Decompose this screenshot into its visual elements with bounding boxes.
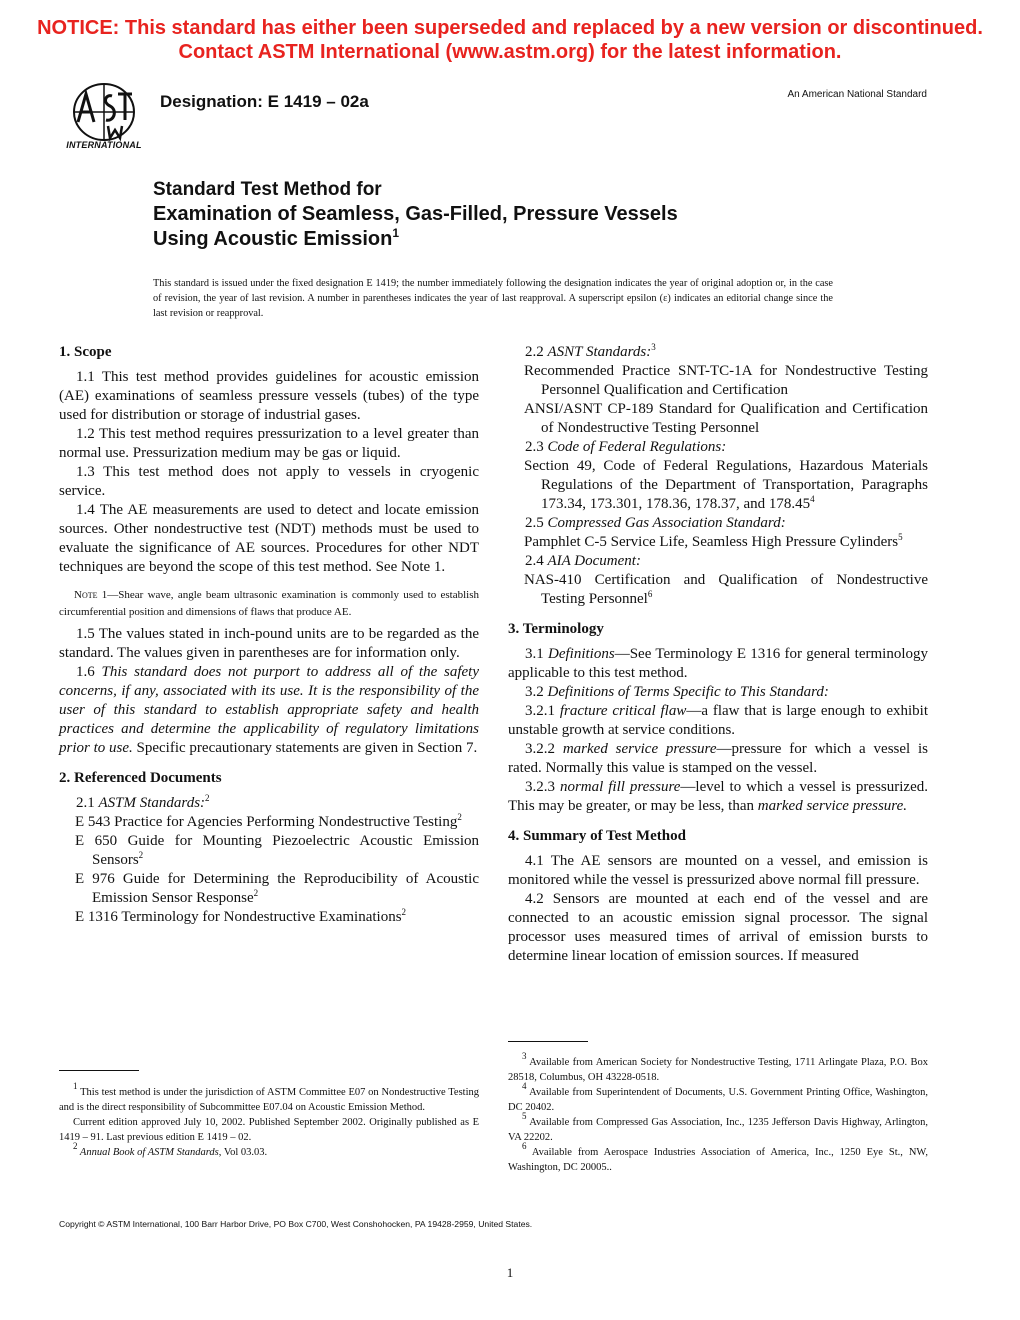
para-1-6 <box>59 663 479 758</box>
scope-heading: 1. Scope <box>59 344 112 360</box>
ref-e976 <box>59 870 479 908</box>
right-column <box>508 343 928 966</box>
footnote-5-text: Available from Compressed Gas Association, Inc., 1235 Jefferson Davis Highway, Arlington, VA 22202. <box>508 1117 928 1143</box>
astm-logo-icon <box>62 82 146 142</box>
para-4-1: 4.1 The AE sensors are mounted on a vessel, and emission is monitored while the vessel is pressurized above normal fill pressure. <box>508 853 928 888</box>
ref-e650-text: E 650 Guide for Mounting Piezoelectric Acoustic Emission Sensors <box>75 833 479 868</box>
para-3-2-1-num: 3.2.1 <box>525 703 560 719</box>
para-2-2-label: ASNT Standards: <box>547 344 652 360</box>
para-3-2-3-term: normal fill pressure <box>559 779 681 795</box>
footnote-6-text: Available from Aerospace Industries Association of America, Inc., 1250 Eye St., NW, Washington, DC 20005.. <box>508 1147 928 1173</box>
aia-sup: 6 <box>647 589 653 599</box>
footnote-5 <box>508 1111 928 1145</box>
para-2-3-num: 2.3 <box>525 439 548 455</box>
para-2-3 <box>508 438 928 457</box>
copyright: Copyright © ASTM International, 100 Barr Harbor Drive, PO Box C700, West Conshohocken, PA 19428-2959, United States. <box>59 1219 533 1229</box>
title-line-3 <box>153 227 678 252</box>
para-3-1 <box>508 645 928 683</box>
para-1-6-italic: This standard does not purport to address all of the safety concerns, if any, associated with its use. It is the responsibility of the user of this standard to establish appropriate safety and health practices and determine the applicability of regulatory limitations prior to use. <box>59 664 480 756</box>
ref-e1316-sup: 2 <box>401 907 407 917</box>
footnote-6 <box>508 1141 928 1175</box>
footnote-4 <box>508 1081 928 1115</box>
cfr-sup: 4 <box>810 494 815 504</box>
ref-e976-text: E 976 Guide for Determining the Reproducibility of Acoustic Emission Sensor Response <box>75 871 479 906</box>
refdocs-heading: 2. Referenced Documents <box>59 770 222 786</box>
document-title <box>153 177 678 252</box>
para-2-1 <box>59 794 479 813</box>
para-3-2-1 <box>508 702 928 740</box>
footnote-1 <box>59 1081 479 1115</box>
footnote-4-mark: 4 <box>522 1081 527 1091</box>
title-line-2: Examination of Seamless, Gas-Filled, Pressure Vessels <box>153 203 678 225</box>
para-3-1-label: Definitions <box>548 646 615 662</box>
footnote-4-text: Available from Superintendent of Documents, U.S. Government Printing Office, Washington, DC 20402. <box>508 1087 928 1113</box>
note-1 <box>59 587 479 620</box>
cga-text: Pamphlet C-5 Service Life, Seamless High Pressure Cylinders <box>524 534 899 550</box>
para-1-5: 1.5 The values stated in inch-pound units are to be regarded as the standard. The values given in parentheses are for information only. <box>59 626 479 661</box>
left-column <box>59 343 479 927</box>
note-1-label: Note 1 <box>74 589 108 601</box>
para-2-1-num: 2.1 <box>76 795 99 811</box>
astm-logo <box>62 82 146 152</box>
note-1-text: —Shear wave, angle beam ultrasonic examination is commonly used to establish circumferential position and dimensions of flaws that produce AE. <box>59 589 480 618</box>
para-1-3: 1.3 This test method does not apply to vessels in cryogenic service. <box>59 464 479 499</box>
para-1-2: 1.2 This test method requires pressurization to a level greater than normal use. Pressurization medium may be gas or liquid. <box>59 426 479 461</box>
para-2-4 <box>508 552 928 571</box>
para-2-5-label: Compressed Gas Association Standard: <box>547 515 786 531</box>
para-2-1-label: ASTM Standards: <box>98 795 206 811</box>
para-3-2-3-tail: marked service pressure. <box>757 798 907 814</box>
footnote-2-italic: Annual Book of ASTM Standards <box>77 1147 219 1158</box>
para-4-2: 4.2 Sensors are mounted at each end of the vessel and are connected to an acoustic emission signal processor. The signal processor uses measured times of arrival of emission bursts to determine linear location of emission sources. If measured <box>508 891 928 964</box>
para-2-2 <box>508 343 928 362</box>
footnote-1-mark: 1 <box>73 1081 78 1091</box>
logo-text: INTERNATIONAL <box>66 140 142 150</box>
para-3-2-1-term: fracture critical flaw <box>559 703 687 719</box>
para-3-2-label: Definitions of Terms Specific to This Standard: <box>547 684 829 700</box>
ref-e650-sup: 2 <box>138 850 144 860</box>
para-2-4-num: 2.4 <box>525 553 548 569</box>
ref-e543-text: E 543 Practice for Agencies Performing Nondestructive Testing <box>75 814 458 830</box>
para-2-4-label: AIA Document: <box>547 553 641 569</box>
ref-e650 <box>59 832 479 870</box>
ref-e1316-text: E 1316 Terminology for Nondestructive Examinations <box>75 909 402 925</box>
footnote-5-mark: 5 <box>522 1111 527 1121</box>
asnt-snt-tc-1a: Recommended Practice SNT-TC-1A for Nondestructive Testing Personnel Qualification and Certification <box>524 363 928 398</box>
para-2-3-label: Code of Federal Regulations: <box>547 439 727 455</box>
para-3-1-text: —See Terminology E 1316 for general terminology applicable to this test method. <box>508 646 928 681</box>
national-standard-label: An American National Standard <box>787 89 927 100</box>
para-3-2-3-text: —level to which a vessel is pressurized. This may be greater, or may be less, than <box>508 779 928 814</box>
cga-reference <box>508 533 928 552</box>
notice-line-1: NOTICE: This standard has either been superseded and replaced by a new version or discontinued. <box>37 17 983 39</box>
footnote-3-mark: 3 <box>522 1051 527 1061</box>
footnote-6-mark: 6 <box>522 1141 527 1151</box>
issue-statement: This standard is issued under the fixed designation E 1419; the number immediately following the designation indicates the year of original adoption or, in the case of revision, the year of last revision. A number in parentheses indicates the year of last reapproval. A superscript epsilon (ε) indicates an editorial change since the last revision or reapproval. <box>153 278 833 320</box>
para-3-2-2-num: 3.2.2 <box>525 741 563 757</box>
notice-line-2: Contact ASTM International (www.astm.org) for the latest information. <box>178 41 842 63</box>
designation: Designation: E 1419 – 02a <box>160 92 369 111</box>
para-3-2-1-text: —a flaw that is large enough to exhibit unstable growth at service conditions. <box>508 703 928 738</box>
terminology-heading: 3. Terminology <box>508 621 604 637</box>
para-3-2-2-term: marked service pressure <box>562 741 717 757</box>
para-3-1-num: 3.1 <box>525 646 549 662</box>
footnote-3-text: Available from American Society for Nondestructive Testing, 1711 Arlingate Plaza, P.O. Box 28518, Columbus, OH 43228-0518. <box>508 1057 928 1083</box>
ref-e543 <box>59 813 479 832</box>
footnote-2 <box>59 1141 479 1160</box>
footnote-1-text: This test method is under the jurisdiction of ASTM Committee E07 on Nondestructive Testing and is the direct responsibility of Subcommittee E07.04 on Acoustic Emission Method. <box>59 1087 479 1113</box>
para-2-5-num: 2.5 <box>525 515 548 531</box>
footnotes-left <box>59 1081 479 1160</box>
para-3-2-3 <box>508 778 928 816</box>
footnote-2-mark: 2 <box>73 1141 78 1151</box>
para-1-6-tail: Specific precautionary statements are given in Section 7. <box>132 740 478 756</box>
aia-reference <box>508 571 928 609</box>
cfr-reference <box>508 457 928 514</box>
para-3-2-2 <box>508 740 928 778</box>
cfr-text: Section 49, Code of Federal Regulations, Hazardous Materials Regulations of the Department of Transportation, Paragraphs 173.34, 173.301, 178.36, 178.37, and 178.45 <box>524 458 928 512</box>
summary-heading: 4. Summary of Test Method <box>508 828 686 844</box>
asnt-cp-189: ANSI/ASNT CP-189 Standard for Qualification and Certification of Nondestructive Testing Personnel <box>524 401 928 436</box>
title-footnote-mark: 1 <box>392 226 399 240</box>
footnote-1-edition: Current edition approved July 10, 2002. Published September 2002. Originally published as E 1419 – 91. Last previous edition E 1419 – 02. <box>59 1117 479 1143</box>
para-1-1: 1.1 This test method provides guidelines for acoustic emission (AE) examinations of seamless pressure vessels (tubes) of the type used for distribution or storage of industrial gases. <box>59 369 479 423</box>
title-line-3-text: Using Acoustic Emission <box>153 228 393 250</box>
ref-e543-sup: 2 <box>457 812 462 822</box>
footnote-rule-left <box>59 1070 139 1071</box>
aia-text: NAS-410 Certification and Qualification of Nondestructive Testing Personnel <box>524 572 928 607</box>
para-3-2-3-num: 3.2.3 <box>525 779 560 795</box>
para-2-2-num: 2.2 <box>525 344 548 360</box>
title-line-1: Standard Test Method for <box>153 179 382 200</box>
footnote-3 <box>508 1051 928 1085</box>
footnote-rule-right <box>508 1041 588 1042</box>
para-2-2-sup: 3 <box>651 342 656 352</box>
para-3-2-2-text: —pressure for which a vessel is rated. Normally this value is stamped on the vessel. <box>508 741 929 776</box>
para-1-4: 1.4 The AE measurements are used to detect and locate emission sources. Other nondestructive test (NDT) methods must be used to evaluate the significance of AE sources. Procedures for other NDT techniques are beyond the scope of this test method. See Note 1. <box>59 502 479 575</box>
para-2-5 <box>508 514 928 533</box>
para-3-2-num: 3.2 <box>525 684 548 700</box>
page-number: 1 <box>506 1265 514 1280</box>
footnotes-right <box>508 1051 928 1175</box>
cga-sup: 5 <box>898 532 903 542</box>
ref-e976-sup: 2 <box>253 888 259 898</box>
para-1-6-num: 1.6 <box>76 664 102 680</box>
para-2-1-sup: 2 <box>205 793 210 803</box>
para-3-2 <box>508 683 928 702</box>
ref-e1316 <box>59 908 479 927</box>
footnote-2-text: , Vol 03.03. <box>218 1147 268 1158</box>
